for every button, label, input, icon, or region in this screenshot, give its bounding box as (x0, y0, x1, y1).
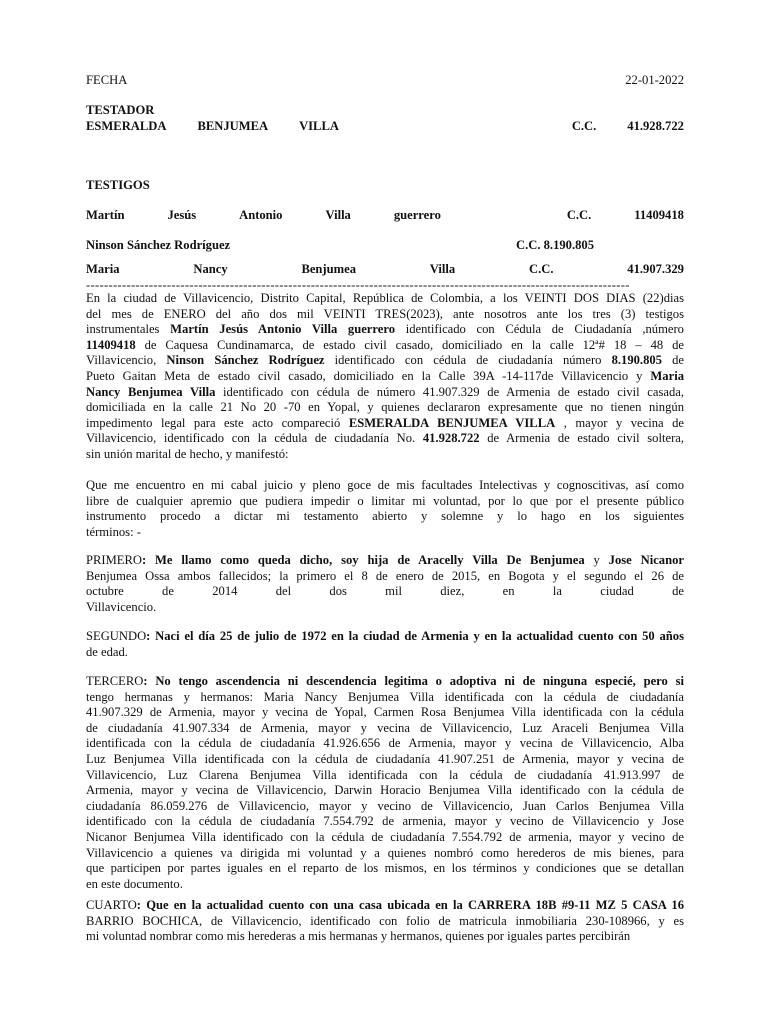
intro-line (86, 431, 684, 447)
clause-cuarto (86, 898, 684, 945)
intro-line (86, 416, 684, 432)
intro-line (86, 353, 684, 369)
fecha-label: FECHA (86, 73, 128, 87)
text-segment: TERCERO (86, 674, 144, 688)
segundo-line: de edad. (86, 644, 128, 659)
text-segment: de (661, 353, 684, 368)
tercero-line (86, 674, 684, 690)
cuarto-line: mi voluntad nombrar como mis herederas a mis hermanas y hermanos, quienes por iguales partes percibirán (86, 929, 631, 944)
witness-2-cc: C.C. 8.190.805 (516, 238, 595, 252)
bold-text: : Me llamo como queda dicho, soy hija de Aracelly Villa De Benjumea (141, 553, 594, 567)
tercero-line: de ciudadanía 41.907.334 de Armenia, mayor y vecina de Villavicencio, Luz Araceli Benjumea Villa (86, 720, 684, 735)
text-segment: Villavicencio, identificado con la cédula de ciudadanía No. (86, 431, 423, 446)
intro-line (86, 338, 684, 354)
text-segment: identificado con Cédula de Ciudadanía ,número (395, 322, 684, 337)
primero-line: Villavicencio. (86, 599, 157, 614)
primero-line: Benjumea Ossa ambos fallecidos; la primero el 8 de enero de 2015, en Bogota y el segundo el 26 de (86, 568, 684, 583)
witness-3-name-4: Villa (429, 262, 456, 276)
tercero-line: Luz Benjumea Villa identificada con la cédula de ciudadanía 41.907.251 de Armenia, mayor y vecina de (86, 751, 684, 766)
bold-text: 41.928.722 (422, 431, 480, 446)
witness-3-cc-label: C.C. (529, 262, 554, 276)
text-segment: identificado con cédula de número 41.907.329 de Armenia de estado civil casada, (215, 384, 685, 399)
testador-name-3: VILLA (299, 119, 339, 133)
clause-primero (86, 553, 684, 615)
clause-segundo (86, 629, 684, 660)
declaration-line: instrumento procedo a dictar mi testamento abierto y solemne y lo hago en los siguientes (86, 509, 684, 524)
bold-text: Jose Nicanor (599, 553, 684, 567)
bold-text: 8.190.805 (611, 353, 662, 368)
clause-tercero (86, 674, 684, 892)
text-segment: , mayor y vecina de (555, 415, 684, 430)
testador-row (86, 119, 684, 134)
witness-2-name: Ninson Sánchez Rodríguez (86, 238, 231, 252)
witness-3-name-1: Maria (86, 262, 120, 276)
witness-3-row (86, 262, 684, 277)
bold-text: : Naci el día 25 de julio de 1972 en la ciudad de Armenia y en la actualidad cuento con 50 años (146, 629, 684, 643)
testigos-heading: TESTIGOS (86, 178, 150, 192)
tercero-line: Villavicencio a quienes va dirigida mi voluntad y a quienes nombró como herederos de mis bienes, para (86, 845, 684, 860)
primero-line: octubre de 2014 del dos mil diez, en la ciudad de (86, 584, 684, 599)
text-segment: de Caquesa Cundinamarca, de estado civil casado, domiciliado en la calle 12ª# 18 – 48 de (135, 337, 684, 352)
intro-line: sin unión marital de hecho, y manifestó: (86, 446, 289, 461)
declaration-line: Que me encuentro en mi cabal juicio y pleno goce de mis facultades Intelectivas y cognoscitivas, así como (86, 478, 684, 492)
text-segment: Villavicencio, (86, 353, 167, 368)
bold-text: 11409418 (86, 337, 136, 352)
tercero-line: identificada con la cédula de ciudadanía 41.926.656 de Armenia, mayor y vecina de Villavicencio, Alba (86, 736, 684, 751)
primero-line (86, 553, 684, 569)
intro-line (86, 385, 684, 401)
witness-1-cc-value: 11409418 (634, 208, 684, 222)
fecha-value: 22-01-2022 (625, 73, 684, 87)
witness-1-name-4: Villa (325, 208, 351, 222)
intro-line: domiciliada en la calle 21 No 20 -70 en Yopal, y quienes declararon expresamente que no tienen ningún (86, 400, 684, 415)
witness-3-name-2: Nancy (193, 262, 228, 276)
tercero-line: tengo hermanas y hermanos: Maria Nancy Benjumea Villa identificada con la cédula de ciudadanía (86, 689, 684, 704)
bold-text: Ninson Sánchez Rodríguez (166, 353, 325, 368)
witness-1-row (86, 208, 684, 223)
bold-text: Maria (650, 368, 684, 383)
tercero-line: identificado con la cédula de ciudadanía 7.554.792 de armenia, mayor y vecino de Villavicencio y Jose (86, 814, 684, 829)
bold-text: Nancy Benjumea Villa (86, 384, 216, 399)
tercero-line: 41.907.329 de Armenia, mayor y vecina de Yopal, Carmen Rosa Benjumea Villa identificada con la cédula (86, 705, 684, 720)
bold-text: : Que en la actualidad cuento con una casa ubicada en la CARRERA 18B #9-11 MZ 5 CASA 16 (136, 898, 684, 912)
text-segment: PRIMERO (86, 553, 142, 567)
witness-3-cc-value: 41.907.329 (627, 262, 684, 276)
bold-text: : No tengo ascendencia ni descendencia legitima o adoptiva ni de ninguna especié, pero si (143, 674, 684, 688)
intro-line (86, 322, 684, 338)
intro-line (86, 369, 684, 385)
intro-line: del mes de ENERO del año dos mil VEINTI TRES(2023), ante nosotros ante los tres (3) testigos (86, 306, 684, 321)
tercero-line: ciudadanía 86.059.276 de Villavicencio, mayor y vecino de Villavicencio, Juan Carlos Benjumea Villa (86, 798, 684, 813)
testador-heading: TESTADOR (86, 103, 155, 117)
intro-line: En la ciudad de Villavicencio, Distrito Capital, República de Colombia, a los VEINTI DOS DIAS (22)dias (86, 291, 684, 305)
bold-text: Martín Jesús Antonio Villa guerrero (170, 322, 396, 337)
witness-1-name-3: Antonio (239, 208, 283, 222)
declaration-paragraph (86, 478, 684, 540)
separator-line: ------------------------------------------------------------------------------------------------------------------------- (86, 279, 630, 291)
witness-1-name-2: Jesús (167, 208, 197, 222)
text-segment: Pueto Gaitan Meta de estado civil casado, domiciliado en la Calle 39A -14-117de Villavicencio y (86, 368, 651, 383)
intro-paragraph (86, 291, 684, 463)
text-segment: identificado con cédula de ciudadanía número (324, 353, 612, 368)
testador-name-2: BENJUMEA (197, 119, 269, 133)
text-segment: impedimento legal para este acto compareció (86, 415, 349, 430)
witness-1-cc-label: C.C. (566, 208, 592, 222)
text-segment: CUARTO (86, 898, 137, 912)
tercero-line: Armenia, mayor y vecina de Villavicencio, Darwin Horacio Benjumea Villa identificado con la cédula de (86, 783, 684, 798)
text-segment: y (593, 553, 600, 567)
tercero-line: que participen por partes iguales en el reparto de los mismos, en los términos y condiciones que se detallan (86, 861, 684, 876)
tercero-line: Villavicencio, Luz Clarena Benjumea Villa identificada con la cédula de ciudadanía 41.913.997 de (86, 767, 684, 782)
text-segment: instrumentales (86, 322, 171, 337)
witness-1-name-1: Martín (86, 208, 125, 222)
witness-3-name-3: Benjumea (301, 262, 357, 276)
text-segment: de Armenia de estado civil soltera, (479, 431, 684, 446)
cuarto-line: BARRIO BOCHICA, de Villavicencio, identificado con folio de matricula inmobiliaria 230-108966, y es (86, 913, 684, 928)
declaration-line: términos: - (86, 524, 141, 539)
cuarto-line (86, 898, 684, 914)
tercero-line: Nicanor Benjumea Villa identificado con la cédula de ciudadanía 7.554.792 de armenia, mayor y vecino de (86, 829, 684, 844)
declaration-line: libre de cualquier apremio que pudiera impedir o limitar mi voluntad, por lo que por el presente público (86, 493, 684, 508)
segundo-line (86, 629, 684, 645)
testador-cc-value: 41.928.722 (627, 119, 684, 133)
witness-1-name-5: guerrero (393, 208, 441, 222)
text-segment: SEGUNDO (86, 629, 147, 643)
bold-text: ESMERALDA BENJUMEA VILLA (348, 415, 556, 430)
testador-cc-label: C.C. (571, 119, 597, 133)
testador-name-1: ESMERALDA (86, 119, 167, 133)
tercero-line: en este documento. (86, 876, 183, 891)
